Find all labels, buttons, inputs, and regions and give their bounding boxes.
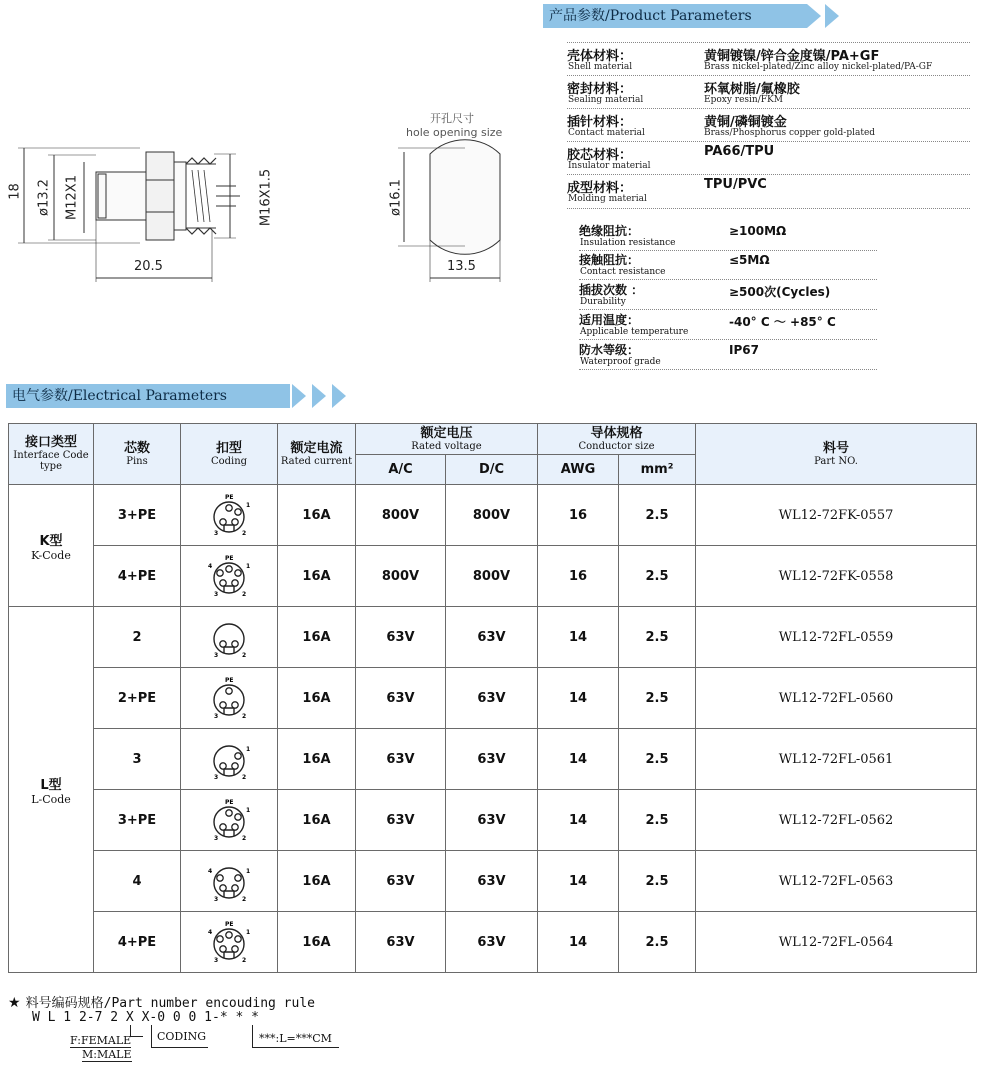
interface-code-cell xyxy=(9,485,94,607)
performance-parameter-row xyxy=(579,310,877,340)
coding-cell xyxy=(181,546,278,607)
part-number-cell: WL12-72FL-0562 xyxy=(696,790,977,851)
encoding-rule xyxy=(8,992,315,1011)
parameter-name-cn: 密封材料： xyxy=(567,82,633,97)
pin-layout-icon xyxy=(202,796,256,844)
hole-title-cn: 开孔尺寸 xyxy=(430,112,474,125)
svg-text:2: 2 xyxy=(242,774,247,781)
parameter-name-en: Molding material xyxy=(568,194,647,204)
current-cell: 16A xyxy=(278,729,356,790)
ac-voltage-cell: 63V xyxy=(356,607,446,668)
dim-height-label: 18 xyxy=(7,183,23,200)
parameter-value-cn: 环氧树脂/氟橡胶 xyxy=(704,82,800,97)
mm2-cell: 2.5 xyxy=(619,546,696,607)
svg-text:2: 2 xyxy=(242,713,247,720)
parameter-name-en: Contact resistance xyxy=(580,267,666,277)
encoding-female: F:FEMALE xyxy=(70,1034,132,1047)
header-dc: D/C xyxy=(446,455,538,485)
svg-text:4: 4 xyxy=(208,563,213,570)
table-row xyxy=(9,485,977,546)
parameter-value: ≥500次(Cycles) xyxy=(729,285,831,299)
encoding-male: M:MALE xyxy=(82,1048,132,1061)
banner-chevron-icon xyxy=(807,4,821,28)
svg-text:PE: PE xyxy=(225,555,234,562)
dim-m16-label: M16X1.5 xyxy=(258,168,274,227)
pin-layout-icon xyxy=(202,491,256,539)
ac-voltage-cell: 63V xyxy=(356,668,446,729)
header-current: 额定电流 Rated current xyxy=(278,424,356,485)
svg-text:1: 1 xyxy=(246,563,251,570)
awg-cell: 16 xyxy=(538,485,619,546)
star-icon: ★ xyxy=(8,995,21,1011)
pin-layout-icon xyxy=(202,613,256,661)
pins-cell: 3+PE xyxy=(94,790,181,851)
current-cell: 16A xyxy=(278,485,356,546)
awg-cell: 14 xyxy=(538,607,619,668)
dim-length-label: 20.5 xyxy=(134,259,163,274)
parameter-value-en: Brass nickel-plated/Zinc alloy nickel-plated/PA-GF xyxy=(704,62,933,72)
dim-d132-label: ø13.2 xyxy=(36,179,52,216)
dc-voltage-cell: 63V xyxy=(446,851,538,912)
dim-m12-label: M12X1 xyxy=(64,175,80,220)
mm2-cell: 2.5 xyxy=(619,729,696,790)
dc-voltage-cell: 63V xyxy=(446,668,538,729)
performance-parameter-row xyxy=(579,250,877,280)
part-number-cell: WL12-72FK-0558 xyxy=(696,546,977,607)
encoding-title: 料号编码规格/Part number encouding rule xyxy=(25,996,315,1011)
dc-voltage-cell: 800V xyxy=(446,546,538,607)
dc-voltage-cell: 63V xyxy=(446,729,538,790)
awg-cell: 14 xyxy=(538,851,619,912)
header-interface: 接口类型 Interface Code type xyxy=(9,424,94,485)
awg-cell: 14 xyxy=(538,729,619,790)
table-row xyxy=(9,790,977,851)
svg-text:1: 1 xyxy=(246,868,251,875)
table-row xyxy=(9,668,977,729)
current-cell: 16A xyxy=(278,851,356,912)
parameter-name-cn: 防水等级： xyxy=(579,343,640,357)
pin-layout-icon xyxy=(202,552,256,600)
pins-cell: 3 xyxy=(94,729,181,790)
pins-cell: 3+PE xyxy=(94,485,181,546)
header-mm2: mm² xyxy=(619,455,696,485)
interface-code-cell xyxy=(9,607,94,973)
coding-cell xyxy=(181,607,278,668)
pins-cell: 4 xyxy=(94,851,181,912)
parameter-name-cn: 接触阻抗： xyxy=(579,253,640,267)
svg-text:3: 3 xyxy=(214,957,219,964)
mm2-cell: 2.5 xyxy=(619,668,696,729)
svg-text:3: 3 xyxy=(214,835,219,842)
table-row xyxy=(9,729,977,790)
parameter-value-cn: 黄铜/磷铜镀金 xyxy=(704,115,787,130)
dc-voltage-cell: 63V xyxy=(446,912,538,973)
current-cell: 16A xyxy=(278,546,356,607)
encoding-code: W L 1 2-7 2 X X-0 0 0 1-* * * xyxy=(32,1010,259,1025)
svg-text:PE: PE xyxy=(225,921,234,928)
header-ac: A/C xyxy=(356,455,446,485)
banner-chevron-icon xyxy=(332,384,346,408)
svg-text:1: 1 xyxy=(246,807,251,814)
coding-cell xyxy=(181,729,278,790)
mm2-cell: 2.5 xyxy=(619,607,696,668)
table-row xyxy=(9,607,977,668)
svg-text:1: 1 xyxy=(246,929,251,936)
svg-text:1: 1 xyxy=(246,746,251,753)
pin-layout-icon xyxy=(202,857,256,905)
dc-voltage-cell: 800V xyxy=(446,485,538,546)
product-parameter-row xyxy=(567,108,970,141)
hole-title-en: hole opening size xyxy=(406,126,503,139)
pins-cell: 4+PE xyxy=(94,912,181,973)
awg-cell: 14 xyxy=(538,912,619,973)
parameter-name-cn: 壳体材料： xyxy=(567,49,633,64)
product-parameter-row xyxy=(567,174,970,209)
svg-text:3: 3 xyxy=(214,774,219,781)
encoding-bracket xyxy=(130,1025,143,1037)
encoding-coding: CODING xyxy=(157,1030,207,1043)
svg-text:1: 1 xyxy=(246,502,251,509)
pins-cell: 4+PE xyxy=(94,546,181,607)
svg-text:3: 3 xyxy=(214,713,219,720)
ac-voltage-cell: 63V xyxy=(356,790,446,851)
ac-voltage-cell: 63V xyxy=(356,851,446,912)
mm2-cell: 2.5 xyxy=(619,851,696,912)
awg-cell: 14 xyxy=(538,668,619,729)
parameter-name-cn: 适用温度： xyxy=(579,313,640,327)
product-parameter-row xyxy=(567,42,970,75)
svg-text:PE: PE xyxy=(225,799,234,806)
ac-voltage-cell: 800V xyxy=(356,546,446,607)
parameter-name-en: Insulation resistance xyxy=(580,238,676,248)
parameter-name-en: Shell material xyxy=(568,62,633,72)
svg-text:PE: PE xyxy=(225,677,234,684)
banner-chevron-icon xyxy=(312,384,326,408)
part-number-cell: WL12-72FL-0561 xyxy=(696,729,977,790)
parameter-value: IP67 xyxy=(729,343,759,357)
part-number-cell: WL12-72FK-0557 xyxy=(696,485,977,546)
pins-cell: 2+PE xyxy=(94,668,181,729)
code-type-en: L-Code xyxy=(31,792,71,806)
performance-parameter-row xyxy=(579,280,877,310)
svg-text:PE: PE xyxy=(225,494,234,501)
product-parameter-row xyxy=(567,141,970,174)
part-number-cell: WL12-72FL-0559 xyxy=(696,607,977,668)
product-parameter-row xyxy=(567,75,970,108)
pin-layout-icon xyxy=(202,735,256,783)
parameter-value-cn: PA66/TPU xyxy=(704,144,775,159)
parameter-value-en: Epoxy resin/FKM xyxy=(704,95,783,105)
parameter-value: -40° C ～ +85° C xyxy=(729,315,836,329)
part-number-cell: WL12-72FL-0564 xyxy=(696,912,977,973)
svg-text:2: 2 xyxy=(242,652,247,659)
coding-cell xyxy=(181,485,278,546)
encoding-length: ***:L=***CM xyxy=(259,1032,332,1045)
svg-text:2: 2 xyxy=(242,591,247,598)
parameter-name-en: Sealing material xyxy=(568,95,644,105)
parameter-value-en: Brass/Phosphorus copper gold-plated xyxy=(704,128,876,138)
code-type-cn: L型 xyxy=(40,777,62,793)
performance-parameter-row xyxy=(579,340,877,370)
parameter-name-cn: 成型材料： xyxy=(567,181,633,196)
svg-text:4: 4 xyxy=(208,868,213,875)
part-number-cell: WL12-72FL-0560 xyxy=(696,668,977,729)
banner-chevron-icon xyxy=(292,384,306,408)
parameter-name-cn: 绝缘阻抗： xyxy=(579,224,640,238)
mm2-cell: 2.5 xyxy=(619,485,696,546)
performance-parameter-row xyxy=(579,221,877,251)
current-cell: 16A xyxy=(278,790,356,851)
dc-voltage-cell: 63V xyxy=(446,790,538,851)
parameter-name-en: Insulator material xyxy=(568,161,651,171)
table-row xyxy=(9,912,977,973)
svg-text:4: 4 xyxy=(208,929,213,936)
parameter-name-en: Applicable temperature xyxy=(580,327,689,337)
dim-d161-label: ø16.1 xyxy=(388,179,404,216)
coding-cell xyxy=(181,668,278,729)
electrical-parameters-table xyxy=(8,423,977,973)
svg-text:2: 2 xyxy=(242,835,247,842)
pin-layout-icon xyxy=(202,674,256,722)
pins-cell: 2 xyxy=(94,607,181,668)
part-number-cell: WL12-72FL-0563 xyxy=(696,851,977,912)
electrical-parameters-banner xyxy=(6,384,290,408)
ac-voltage-cell: 63V xyxy=(356,729,446,790)
parameter-name-cn: 插拔次数 ： xyxy=(579,283,644,297)
parameter-name-en: Durability xyxy=(580,297,626,307)
parameter-value: ≤5MΩ xyxy=(729,253,770,267)
svg-text:2: 2 xyxy=(242,896,247,903)
pin-layout-icon xyxy=(202,918,256,966)
header-awg: AWG xyxy=(538,455,619,485)
coding-cell xyxy=(181,790,278,851)
parameter-value-cn: 黄铜镀镍/锌合金度镍/PA+GF xyxy=(704,49,880,64)
mm2-cell: 2.5 xyxy=(619,790,696,851)
code-type-cn: K型 xyxy=(39,533,63,549)
svg-text:2: 2 xyxy=(242,957,247,964)
svg-text:2: 2 xyxy=(242,530,247,537)
code-type-en: K-Code xyxy=(31,548,71,562)
current-cell: 16A xyxy=(278,668,356,729)
current-cell: 16A xyxy=(278,607,356,668)
parameter-name-en: Contact material xyxy=(568,128,645,138)
ac-voltage-cell: 800V xyxy=(356,485,446,546)
parameter-name-cn: 插针材料： xyxy=(567,115,633,130)
mm2-cell: 2.5 xyxy=(619,912,696,973)
product-parameters-title: 产品参数/Product Parameters xyxy=(549,8,752,24)
product-parameters-banner xyxy=(543,4,807,28)
header-pins: 芯数 Pins xyxy=(94,424,181,485)
parameter-value: ≥100MΩ xyxy=(729,224,787,238)
current-cell: 16A xyxy=(278,912,356,973)
svg-text:3: 3 xyxy=(214,530,219,537)
awg-cell: 14 xyxy=(538,790,619,851)
electrical-parameters-title: 电气参数/Electrical Parameters xyxy=(12,388,227,404)
banner-chevron-icon xyxy=(825,4,839,28)
svg-text:3: 3 xyxy=(214,652,219,659)
awg-cell: 16 xyxy=(538,546,619,607)
header-part-number: 料号 Part NO. xyxy=(696,424,977,485)
coding-cell xyxy=(181,851,278,912)
parameter-value-cn: TPU/PVC xyxy=(704,177,767,192)
parameter-name-en: Waterproof grade xyxy=(580,357,661,367)
svg-text:3: 3 xyxy=(214,591,219,598)
header-conductor: 导体规格 Conductor size xyxy=(538,424,696,455)
header-voltage: 额定电压 Rated voltage xyxy=(356,424,538,455)
table-row xyxy=(9,546,977,607)
svg-text:3: 3 xyxy=(214,896,219,903)
header-coding: 扣型 Coding xyxy=(181,424,278,485)
ac-voltage-cell: 63V xyxy=(356,912,446,973)
dc-voltage-cell: 63V xyxy=(446,607,538,668)
dim-hole-width-label: 13.5 xyxy=(447,259,476,274)
parameter-name-cn: 胶芯材料： xyxy=(567,148,633,163)
coding-cell xyxy=(181,912,278,973)
table-row xyxy=(9,851,977,912)
